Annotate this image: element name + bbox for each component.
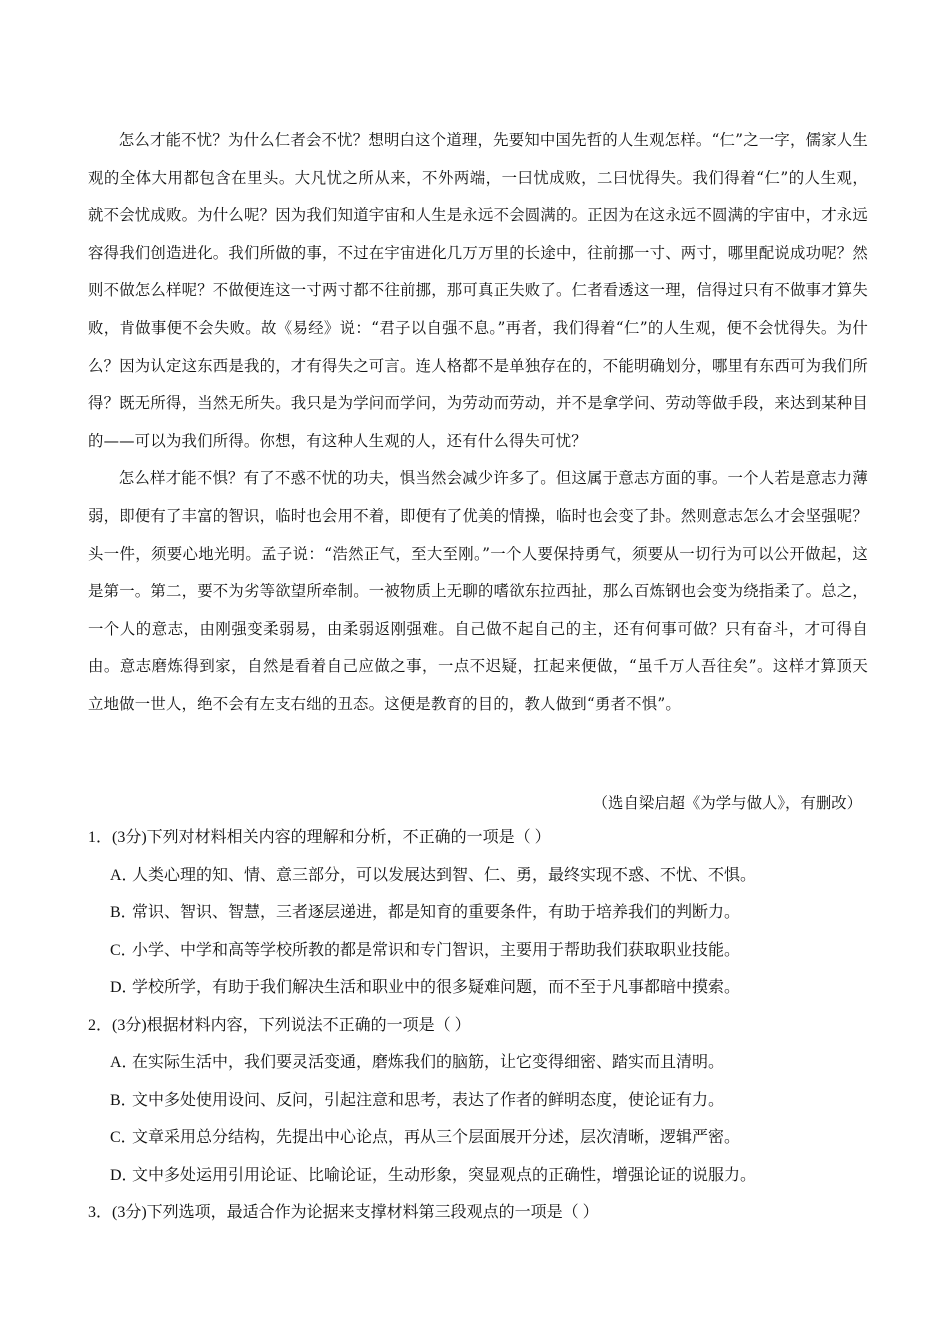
option-d[interactable] — [88, 1162, 878, 1200]
option-letter: A． — [110, 866, 138, 884]
option-letter: C． — [110, 941, 137, 959]
option-letter: C． — [110, 1129, 137, 1146]
question-3 — [88, 1199, 878, 1237]
option-c[interactable] — [88, 1124, 878, 1162]
passage-paragraph: 怎么才能不忧？为什么仁者会不忧？想明白这个道理，先要知中国先哲的人生观怎样。“仁”之一字，儒家人生观的全体大用都包含在里头。大凡忧之所从来，不外两端，一曰忧成败，二曰忧得失。我们得着“仁”的人生观，就不会忧成败。为什么呢？因为我们知道宇宙和人生是永远不会圆满的。正因为在这永远不圆满的宇宙中，才永远容得我们创造进化。我们所做的事，不过在宇宙进化几万万里的长途中，往前挪一寸、两寸，哪里配说成功呢？然则不做怎么样呢？不做便连这一寸两寸都不往前挪，那可真正失败了。仁者看透这一理，信得过只有不做事才算失败，肯做事便不会失败。故《易经》说：“君子以自强不息。”再者，我们得着“仁”的人生观，便不会忧得失。为什么？因为认定这东西是我的，才有得失之可言。连人格都不是单独存在的，不能明确划分，哪里有东西可为我们所得？既无所得，当然无所失。我只是为学问而学问，为劳动而劳动，并不是拿学问、劳动等做手段，来达到某种目的——可以为我们所得。你想，有这种人生观的人，还有什么得失可忧？ — [88, 131, 868, 450]
option-letter: B． — [110, 1091, 137, 1109]
option-text: 文中多处使用设问、反问，引起注意和思考，表达了作者的鲜明态度，使论证有力。 — [132, 1091, 725, 1109]
option-text: 学校所学，有助于我们解决生活和职业中的很多疑难问题，而不至于凡事都暗中摸索。 — [132, 979, 741, 996]
option-letter: D． — [110, 1166, 138, 1184]
option-text: 文章采用总分结构，先提出中心论点，再从三个层面展开分述，层次清晰，逻辑严密。 — [132, 1129, 741, 1146]
option-c[interactable] — [88, 937, 878, 975]
passage-paragraph: 怎么样才能不惧？有了不惑不忧的功夫，惧当然会减少许多了。但这属于意志方面的事。一个人若是意志力薄弱，即便有了丰富的智识，临时也会用不着，即便有了优美的情操，临时也会变了卦。然则意志怎么才会坚强呢？头一件，须要心地光明。孟子说：“浩然正气，至大至刚。”一个人要保持勇气，须要从一切行为可以公开做起，这是第一。第二，要不为劣等欲望所牵制。一被物质上无聊的嗜欲东拉西扯，那么百炼钢也会变为绕指柔了。总之，一个人的意志，由刚强变柔弱易，由柔弱返刚强难。自己做不起自己的主，还有何事可做？只有奋斗，才可得自由。意志磨炼得到家，自然是看着自己应做之事，一点不迟疑，扛起来便做，“虽千万人吾往矣”。这样才算顶天立地做一世人，绝不会有左支右绌的丑态。这便是教育的目的，教人做到“勇者不惧”。 — [88, 469, 868, 713]
option-b[interactable] — [88, 899, 878, 937]
option-b[interactable] — [88, 1087, 878, 1125]
option-letter: A． — [110, 1054, 138, 1071]
question-1 — [88, 824, 878, 1012]
question-stem: 3．(3分)下列选项，最适合作为论据来支撑材料第三段观点的一项是（ ） — [88, 1204, 599, 1221]
option-text: 在实际生活中，我们要灵活变通，磨炼我们的脑筋，让它变得细密、踏实而且清明。 — [132, 1054, 725, 1071]
option-letter: D． — [110, 979, 138, 996]
option-text: 常识、智识、智慧，三者逐层递进，都是知育的重要条件，有助于培养我们的判断力。 — [132, 904, 741, 921]
question-2 — [88, 1012, 878, 1200]
option-d[interactable] — [88, 974, 878, 1012]
question-list — [88, 824, 878, 1237]
option-letter: B． — [110, 904, 137, 921]
passage-source: （选自梁启超《为学与做人》，有删改） — [592, 794, 862, 812]
reading-passage — [88, 122, 868, 724]
question-stem: 1．(3分)下列对材料相关内容的理解和分析，不正确的一项是（ ） — [88, 829, 551, 846]
question-stem: 2．(3分)根据材料内容，下列说法不正确的一项是（ ） — [88, 1016, 471, 1034]
option-a[interactable] — [88, 862, 878, 900]
option-text: 人类心理的知、情、意三部分，可以发展达到智、仁、勇，最终实现不惑、不忧、不惧。 — [132, 866, 757, 884]
option-text: 小学、中学和高等学校所教的都是常识和专门智识，主要用于帮助我们获取职业技能。 — [132, 941, 741, 959]
option-text: 文中多处运用引用论证、比喻论证，生动形象，突显观点的正确性，增强论证的说服力。 — [132, 1166, 757, 1184]
option-a[interactable] — [88, 1049, 878, 1087]
